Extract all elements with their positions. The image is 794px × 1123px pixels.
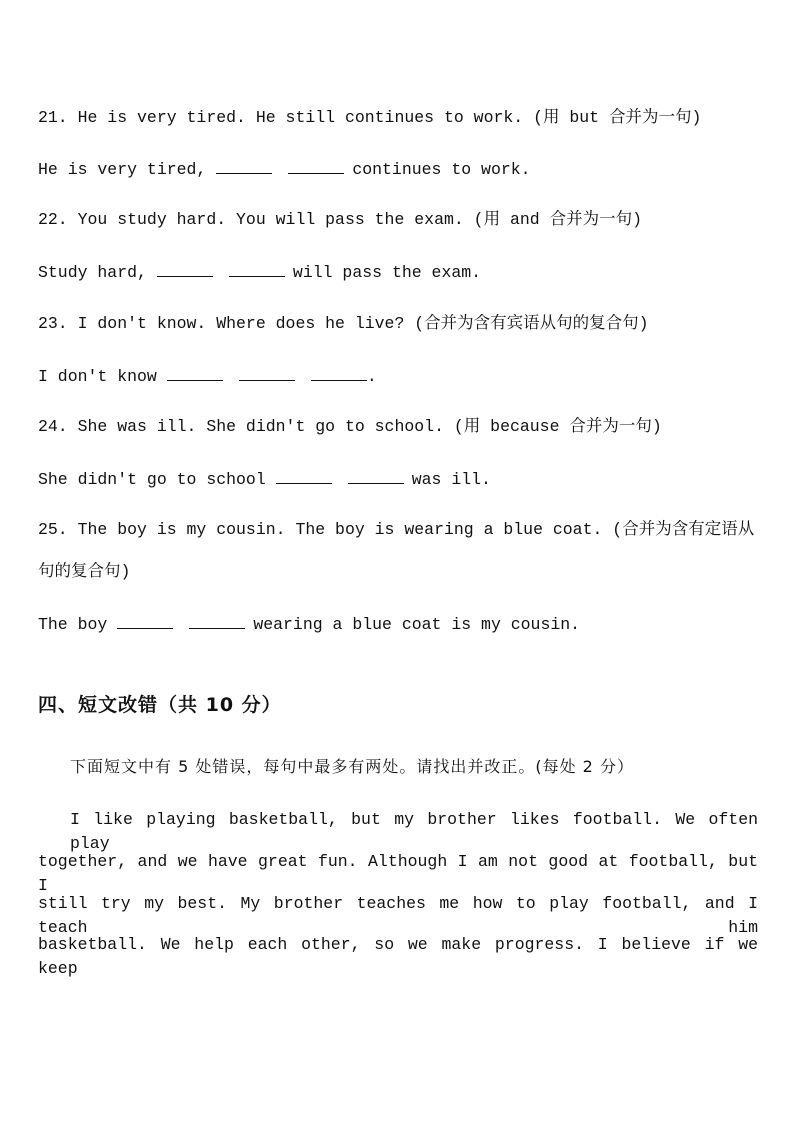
question-22-prompt: 22. You study hard. You will pass the exam. (用 and 合并为一句)	[38, 210, 642, 229]
answer-blank[interactable]	[348, 467, 404, 484]
question-23-prompt: 23. I don't know. Where does he live? (合并为含有宾语从句的复合句)	[38, 314, 649, 333]
answer-text-after: will pass the exam.	[292, 263, 482, 282]
question-22-answer-line	[38, 260, 481, 285]
answer-text-after: continues to work.	[352, 160, 531, 179]
passage-line-4: basketball. We help each other, so we make progress. I believe if we keep	[38, 935, 758, 978]
section-title: 四、短文改错（共 10 分）	[38, 694, 282, 716]
answer-text-before: Study hard,	[38, 263, 147, 282]
passage-line-3: still try my best. My brother teaches me how to play football, and I teach him	[38, 894, 758, 937]
answer-text-before: I don't know	[38, 367, 157, 386]
question-24-answer-line	[38, 467, 491, 492]
answer-text-after: .	[366, 367, 377, 386]
question-21-prompt: 21. He is very tired. He still continues to work. (用 but 合并为一句)	[38, 108, 702, 127]
question-25-answer-line	[38, 612, 580, 637]
answer-text-before: She didn't go to school	[38, 470, 266, 489]
answer-text-after: wearing a blue coat is my cousin.	[253, 615, 581, 634]
answer-text-before: The boy	[38, 615, 108, 634]
question-24-prompt: 24. She was ill. She didn't go to school. (用 because 合并为一句)	[38, 417, 662, 436]
answer-blank[interactable]	[239, 364, 295, 381]
answer-blank[interactable]	[167, 364, 223, 381]
answer-blank[interactable]	[229, 260, 285, 277]
question-25-prompt-line-2: 句的复合句)	[38, 562, 131, 581]
answer-blank[interactable]	[117, 612, 173, 629]
question-21-answer-line	[38, 157, 531, 182]
passage-line-1: I like playing basketball, but my brother likes football. We often play	[70, 810, 758, 853]
question-23-answer-line	[38, 364, 377, 389]
answer-text-before: He is very tired,	[38, 160, 207, 179]
answer-blank[interactable]	[189, 612, 245, 629]
answer-blank[interactable]	[216, 157, 272, 174]
question-25-prompt-line-1: 25. The boy is my cousin. The boy is wearing a blue coat. (合并为含有定语从	[38, 520, 755, 539]
answer-blank[interactable]	[288, 157, 344, 174]
answer-blank[interactable]	[311, 364, 367, 381]
answer-blank[interactable]	[276, 467, 332, 484]
answer-blank[interactable]	[157, 260, 213, 277]
section-instruction: 下面短文中有 5 处错误，每句中最多有两处。请找出并改正。(每处 2 分）	[70, 757, 634, 776]
passage-line-2: together, and we have great fun. Although I am not good at football, but I	[38, 852, 758, 895]
answer-text-after: was ill.	[411, 470, 491, 489]
